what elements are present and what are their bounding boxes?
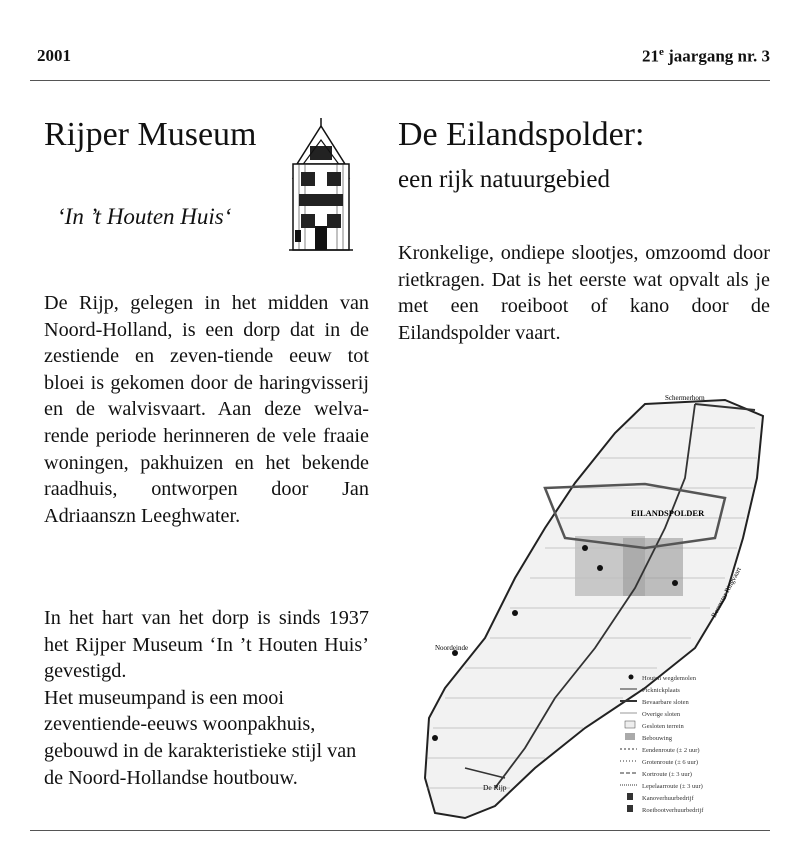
- polder-paragraph: Kronkelige, ondiepe slootjes, omzoomd door rietkragen. Dat is het eerste wat opvalt als je met een roeiboot of kano door de Eilandspolder vaart.: [398, 242, 770, 344]
- map-label-derijp: De Rijp: [483, 783, 507, 792]
- legend-item: Lepelaarroute (± 3 uur): [642, 783, 703, 790]
- museum-title: Rijper Museum: [44, 116, 257, 153]
- museum-paragraph-2-line-2: Het museumpand is een mooi zeventiende-eeuws woonpakhuis, gebouwd in de karakteristieke stijl van de Noord-Hollandse houtbouw.: [44, 686, 357, 789]
- map-legend: [642, 675, 704, 814]
- polder-map: [395, 388, 780, 828]
- legend-item: Bevaarbare sloten: [642, 699, 689, 706]
- legend-item: Grotenroute (± 6 uur): [642, 759, 699, 766]
- legend-item: Kortroute (± 3 uur): [642, 771, 692, 778]
- legend-item: Eendenroute (± 2 uur): [642, 747, 700, 754]
- legend-item: Overige sloten: [642, 711, 681, 718]
- polder-subtitle: een rijk natuurgebied: [398, 166, 610, 193]
- legend-item: Kanoverhuurbedrijf: [642, 795, 694, 802]
- map-label-polder: EILANDSPOLDER: [631, 508, 705, 518]
- header-year: 2001: [37, 46, 71, 65]
- legend-item: Gesloten terrein: [642, 723, 684, 730]
- museum-paragraph-2: [44, 605, 369, 791]
- top-rule: [30, 80, 770, 81]
- map-label-beemster: Beemster Ringvaart: [709, 565, 743, 619]
- museum-house-illustration: [285, 118, 357, 258]
- legend-item: Picknickplaats: [642, 687, 680, 694]
- legend-item: Roeibootverhuurbedrijf: [642, 807, 704, 814]
- museum-subtitle: ‘In ’t Houten Huis‘: [57, 204, 232, 229]
- legend-item: Houten wegdemolen: [642, 675, 696, 682]
- museum-paragraph-2-line-1: In het hart van het dorp is sinds 1937 het Rijper Museum ‘In ’t Houten Huis’ gevestigd.: [44, 607, 369, 683]
- header-volume: 21e jaargang nr. 3: [642, 46, 770, 66]
- legend-item: Bebouwing: [642, 735, 672, 742]
- map-label-top: Schermerhorn: [665, 394, 705, 402]
- map-label-noordeinde: Noordeinde: [435, 644, 469, 652]
- museum-paragraph-1: De Rijp, gelegen in het midden van Noord-Holland, is een dorp dat in de zestiende en zeven-tiende eeuw tot bloei is gekomen door de haringvisserij en de walvisvaart. Aan deze welva-rende periode herinneren de vele fraaie woningen, pakhuizen en het bekende raadhuis, ontworpen door Jan Adriaanszn Leeghwater.: [44, 292, 369, 527]
- bottom-rule: [30, 830, 770, 831]
- polder-title: De Eilandspolder:: [398, 116, 645, 153]
